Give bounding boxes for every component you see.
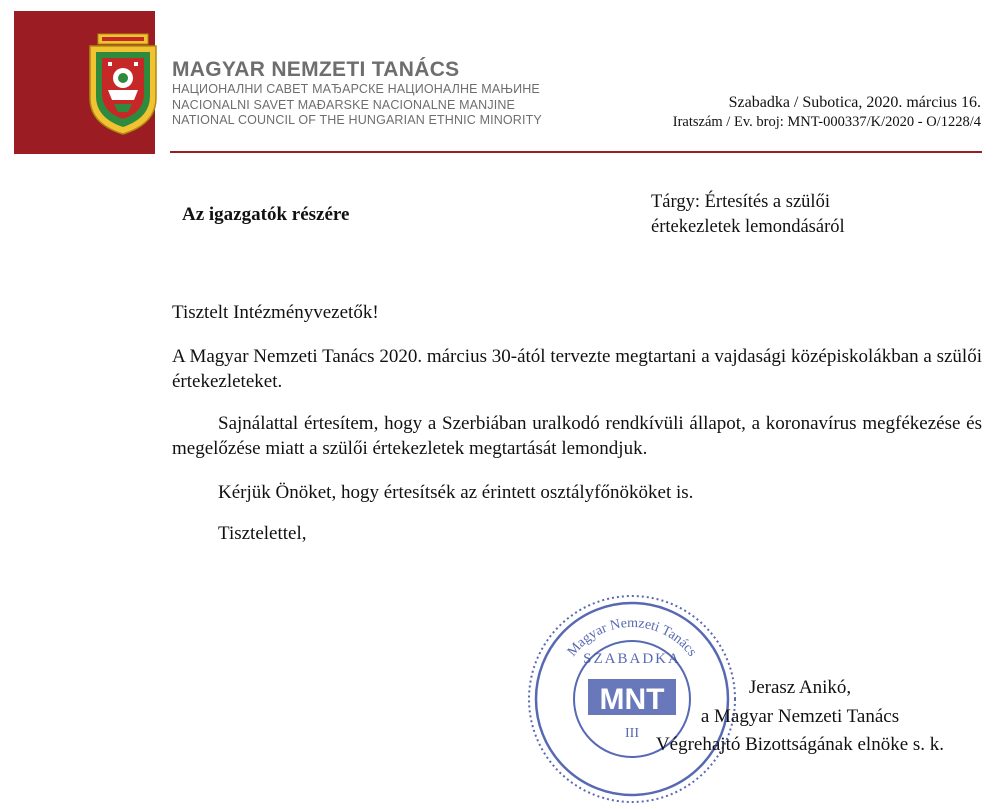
organization-name-block	[172, 58, 542, 129]
header-divider	[170, 151, 982, 153]
paragraph-2: Sajnálattal értesítem, hogy a Szerbiában uralkodó rendkívüli állapot, a koronavírus megfékezése és megelőzése miatt a szülői értekezletek megtartását lemondjuk.	[172, 413, 982, 459]
paragraph-3: Kérjük Önöket, hogy értesítsék az érintett osztályfőnököket is.	[218, 482, 694, 503]
recipient: Az igazgatók részére	[182, 204, 350, 225]
signatory-title-line-2: Végrehajtó Bizottságának elnöke s. k.	[655, 734, 945, 755]
place-and-date: Szabadka / Subotica, 2020. március 16.	[728, 94, 981, 111]
hungarian-national-council-crest-icon	[86, 28, 160, 136]
stamp-number: III	[625, 726, 639, 741]
subject-line-2: értekezletek lemondásáról	[651, 217, 845, 237]
signature-block	[600, 674, 999, 760]
closing: Tisztelettel,	[218, 523, 307, 544]
org-name-serbian-cyrillic: НАЦИОНАЛНИ САВЕТ МАЂАРСКЕ НАЦИОНАЛНЕ МАЊИНЕ	[172, 82, 540, 96]
subject	[651, 190, 845, 240]
paragraph-1: A Magyar Nemzeti Tanács 2020. március 30-ától tervezte megtartani a vajdasági középiskolákban a szülői értekezleteket.	[172, 346, 982, 392]
subject-line-1: Tárgy: Értesítés a szülői	[651, 192, 830, 212]
greeting: Tisztelt Intézményvezetők!	[172, 302, 379, 323]
stamp-center-text: MNT	[599, 683, 665, 716]
signatory-name: Jerasz Anikó,	[748, 677, 852, 698]
org-name-english: NATIONAL COUNCIL OF THE HUNGARIAN ETHNIC MINORITY	[172, 113, 542, 127]
org-name-serbian-latin: NACIONALNI SAVET MAĐARSKE NACIONALNE MANJINE	[172, 97, 516, 112]
stamp-ring-text: Magyar Nemzeti Tanács	[564, 615, 700, 660]
stamp-city: SZABADKA	[583, 651, 681, 667]
org-name-hungarian: MAGYAR NEMZETI TANÁCS	[172, 58, 460, 81]
reference-number: Iratszám / Ev. broj: MNT-000337/K/2020 - O/1228/4	[672, 114, 981, 130]
signatory-title-line-1: a Magyar Nemzeti Tanács	[700, 705, 900, 727]
